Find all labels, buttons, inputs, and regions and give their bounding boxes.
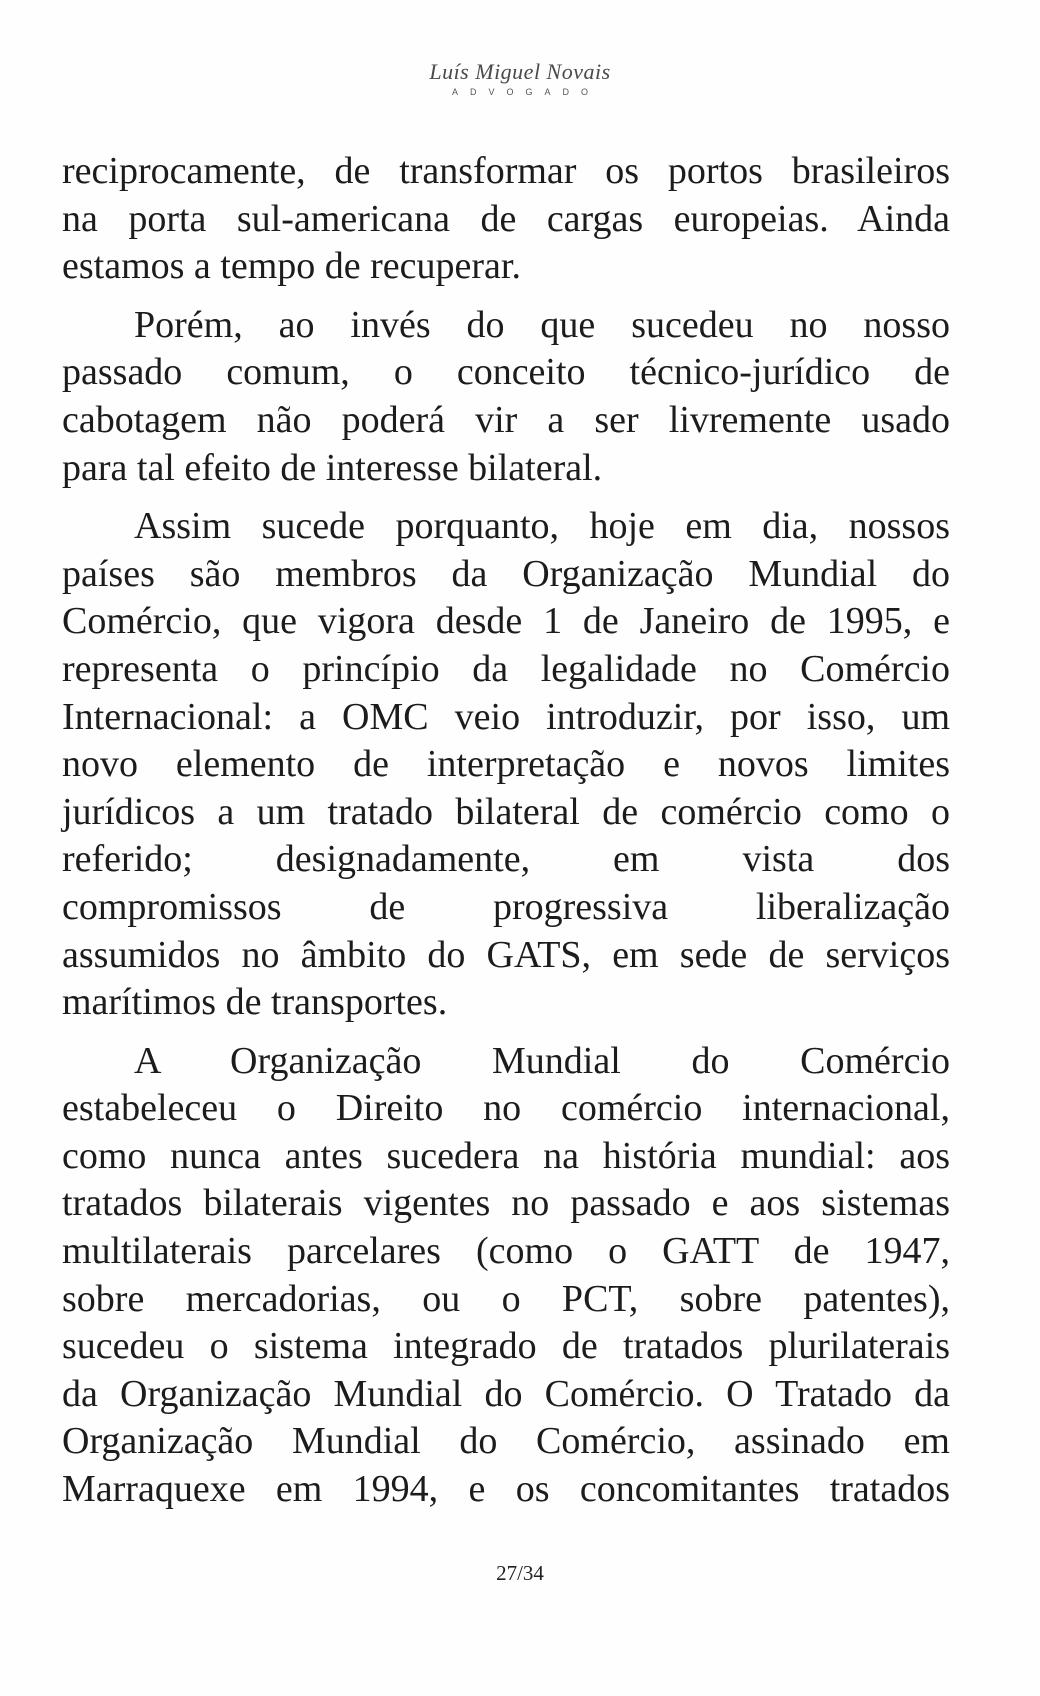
text-line: assumidos no âmbito do GATS, em sede de serviços <box>62 933 950 976</box>
text-line: referido; designadamente, em vista dos <box>62 838 950 881</box>
text-line: para tal efeito de interesse bilateral. <box>62 446 603 489</box>
text-line: passado comum, o conceito técnico-jurídico de <box>62 351 950 394</box>
paragraph-2 <box>62 302 950 492</box>
text-line: como nunca antes sucedera na história mundial: aos <box>62 1134 950 1177</box>
text-line: multilaterais parcelares (como o GATT de 1947, <box>62 1230 950 1273</box>
body-text <box>62 148 950 1525</box>
text-line: sucedeu o sistema integrado de tratados plurilaterais <box>62 1325 950 1368</box>
text-line: na porta sul-americana de cargas europeias. Ainda <box>62 197 950 240</box>
text-line: Marraquexe em 1994, e os concomitantes tratados <box>62 1468 950 1511</box>
text-line: marítimos de transportes. <box>62 981 448 1024</box>
text-line: Internacional: a OMC veio introduzir, por isso, um <box>62 695 950 738</box>
text-line: países são membros da Organização Mundial do <box>62 552 950 595</box>
text-line: Comércio, que vigora desde 1 de Janeiro de 1995, e <box>62 600 950 643</box>
paragraph-4 <box>62 1038 950 1514</box>
text-line: A Organização Mundial do Comércio <box>134 1039 950 1082</box>
text-line: da Organização Mundial do Comércio. O Tratado da <box>62 1372 950 1415</box>
text-line: Organização Mundial do Comércio, assinado em <box>62 1420 950 1463</box>
text-line: estabeleceu o Direito no comércio internacional, <box>62 1087 950 1130</box>
text-line: compromissos de progressiva liberalização <box>62 885 950 928</box>
text-line: Assim sucede porquanto, hoje em dia, nossos <box>134 505 950 548</box>
text-line: cabotagem não poderá vir a ser livremente usado <box>62 398 950 441</box>
page-number: 27/34 <box>496 1561 544 1585</box>
text-line: tratados bilaterais vigentes no passado e aos sistemas <box>62 1182 950 1225</box>
text-line: reciprocamente, de transformar os portos brasileiros <box>62 150 950 192</box>
text-line: jurídicos a um tratado bilateral de comércio como o <box>62 790 950 833</box>
paragraph-1 <box>62 148 950 291</box>
text-line: novo elemento de interpretação e novos limites <box>62 743 950 786</box>
letterhead <box>0 60 1040 98</box>
letterhead-role: ADVOGADO <box>451 87 600 97</box>
text-line: representa o princípio da legalidade no Comércio <box>62 647 950 690</box>
text-line: Porém, ao invés do que sucedeu no nosso <box>134 303 950 346</box>
text-line: estamos a tempo de recuperar. <box>62 245 521 288</box>
paragraph-3 <box>62 503 950 1027</box>
text-line: sobre mercadorias, ou o PCT, sobre patentes), <box>62 1277 950 1320</box>
letterhead-name: Luís Miguel Novais <box>429 59 611 84</box>
